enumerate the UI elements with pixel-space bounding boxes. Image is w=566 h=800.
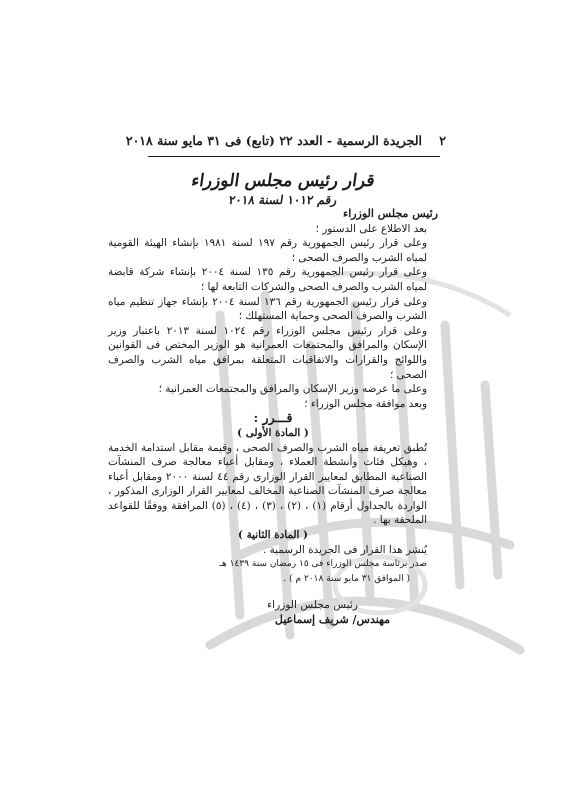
article-1-text: تُطبق تعريفة مياه الشرب والصرف الصحى ، وقيمة مقابل استدامة الخدمة ، وهيكل فئات وأنشطة العملاء ، ومقابل أعباء معالجة صرف المنشآت الصناعية المطابق لمعايير القرار الوزارى رقم ٤٤ لسنة ٢٠٠٠ ومقابل أعباء معالجة صرف المنشآت الصناعية المخالف لمعايير القرار الوزارى المذكور ، الواردة بالجداول أرقام (١) ، (٢) ، (٣) ، (٤) ، (٥) المرافقة ووفقًا للقواعد الملحقة بها . (108, 441, 427, 527)
header-rule (148, 156, 440, 157)
issued-line: صدر برئاسة مجلس الوزراء فى ١٥ رمضان سنة ١٤٣٩ هـ (219, 559, 427, 570)
decided-heading: قـــرر : (253, 410, 293, 426)
article-1-heading: ( المادة الأولى ) (237, 426, 309, 439)
signature-block (108, 598, 438, 627)
preamble-item: وبعد موافقة مجلس الوزراء ؛ (304, 397, 427, 410)
preamble-item: وعلى قرار رئيس الجمهورية رقم ١٣٦ لسنة ٢٠٠٤ بإنشاء جهاز تنظيم مياه الشرب والصرف الصحى وحماية المستهلك ؛ (108, 295, 427, 323)
preamble-item: وعلى قرار رئيس مجلس الوزراء رقم ١٠٢٤ لسنة ٢٠١٣ باعتبار وزير الإسكان والمرافق والمجتمعات العمرانية هو الوزير المختص فى القوانين واللوائح والقرارات والاتفاقيات المتعلقة بمرافق مياه الشرب والصرف الصحى ؛ (108, 324, 428, 381)
preamble-item: وعلى قرار رئيس الجمهورية رقم ١٣٥ لسنة ٢٠٠٤ بإنشاء شركة قابضة لمياه الشرب والصرف الصحى والشركات التابعة لها ؛ (108, 266, 428, 293)
corresponding-date: ( الموافق ٣١ مايو سنة ٢٠١٨ م ) . (283, 573, 410, 584)
decree-number: رقم ١٠١٢ لسنة ٢٠١٨ (227, 193, 338, 207)
signature-title: رئيس مجلس الوزراء (267, 599, 358, 612)
gazette-header (125, 133, 446, 153)
article-2-text: يُنشر هذا القرار فى الجريدة الرسمية . (262, 543, 427, 556)
preamble-item: وعلى قرار رئيس الجمهورية رقم ١٩٧ لسنة ١٩٨١ بإنشاء الهيئة القومية لمياه الشرب والصرف الصحى ؛ (108, 237, 427, 264)
decree-title: قرار رئيس مجلس الوزراء (190, 171, 376, 191)
article-2-heading: ( المادة الثانية ) (238, 529, 308, 542)
president-title: رئيس مجلس الوزراء (343, 207, 438, 220)
preamble-item: وعلى ما عرضه وزير الإسكان والمرافق والمجتمعات العمرانية ؛ (158, 383, 427, 396)
signature-name: مهندس/ شريف إسماعيل (274, 613, 390, 627)
decree-body (108, 207, 438, 628)
page-number: ٢ (439, 133, 446, 148)
gazette-issue-line: الجريدة الرسمية - العدد ٢٢ (تابع) فى ٣١ مايو سنة ٢٠١٨ (125, 133, 422, 148)
preamble-item: بعد الاطلاع على الدستور ؛ (315, 222, 427, 235)
